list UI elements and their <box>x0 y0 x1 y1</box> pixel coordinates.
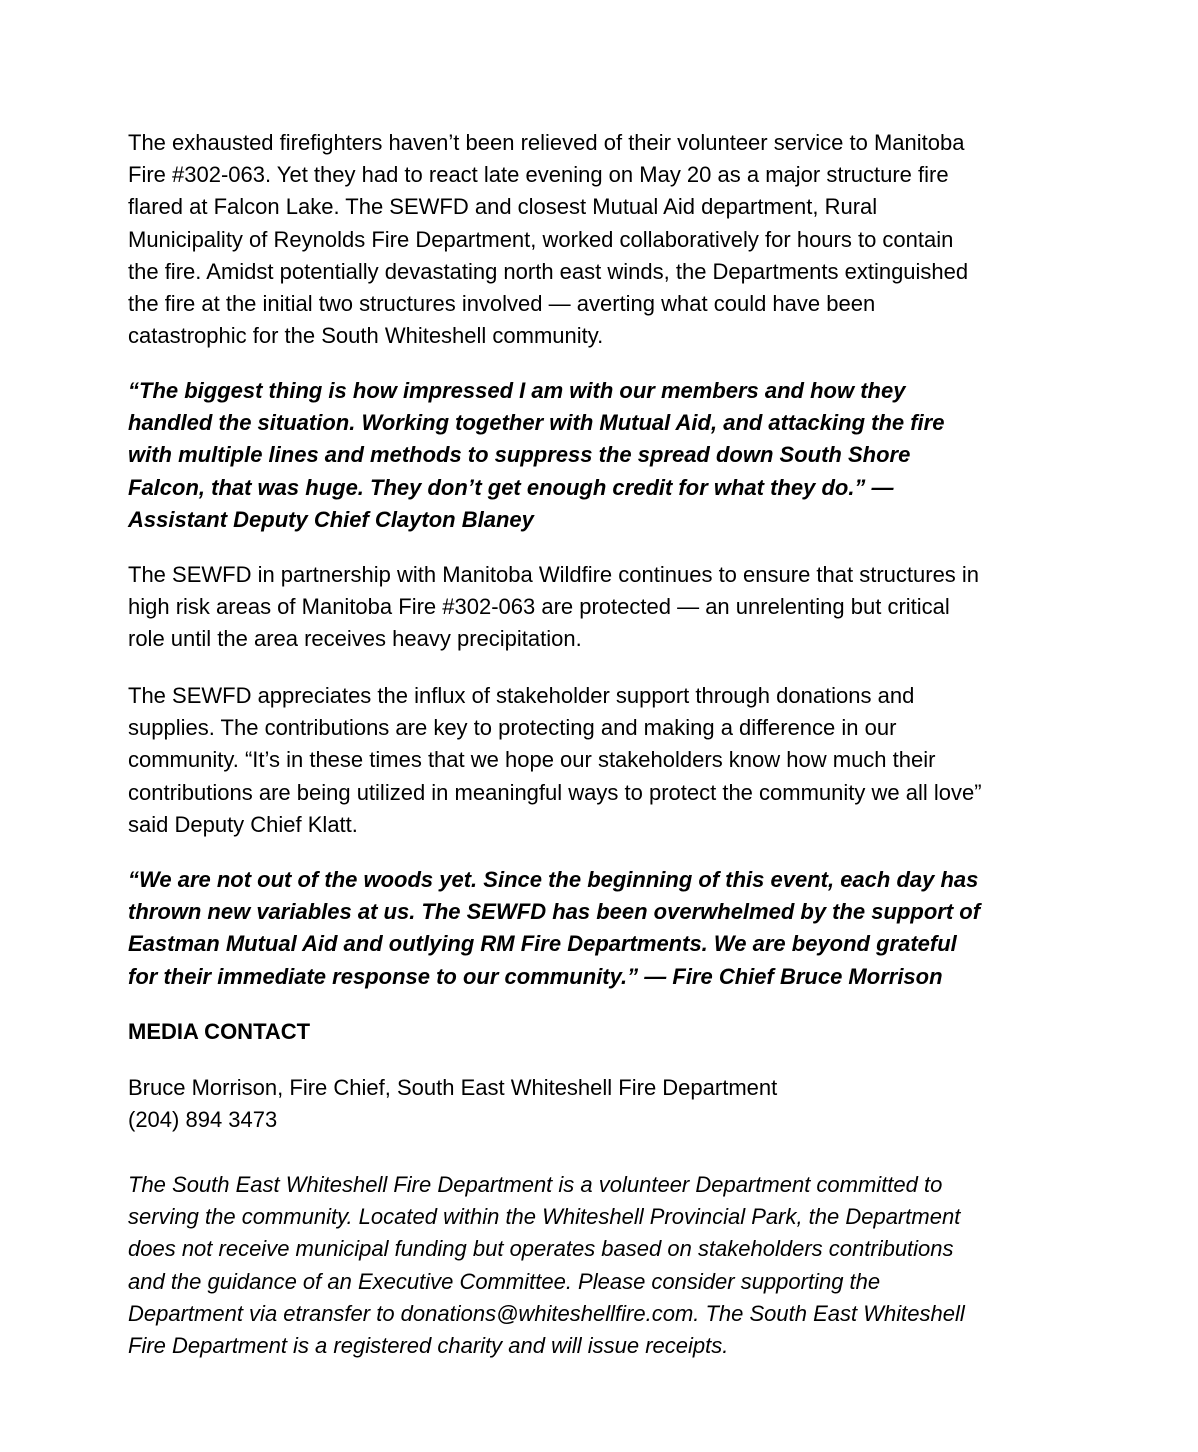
text-line: Municipality of Reynolds Fire Department, worked collaboratively for hours to contain <box>128 226 954 252</box>
text-line: The exhausted firefighters haven’t been relieved of their volunteer service to Manitoba <box>128 130 965 155</box>
text-line: flared at Falcon Lake. The SEWFD and closest Mutual Aid department, Rural <box>128 194 878 220</box>
quote-bruce-morrison <box>128 864 980 993</box>
text-line: thrown new variables at us. The SEWFD has been overwhelmed by the support of <box>128 899 981 925</box>
text-line: “We are not out of the woods yet. Since the beginning of this event, each day has <box>128 867 979 892</box>
text-line: for their immediate response to our community.” — Fire Chief Bruce Morrison <box>128 963 943 989</box>
paragraph-stakeholder-support <box>128 680 982 841</box>
text-line: Falcon, that was huge. They don’t get enough credit for what they do.” — <box>128 474 894 500</box>
text-line: The SEWFD in partnership with Manitoba Wildfire continues to ensure that structures in <box>128 562 980 587</box>
text-line: does not receive municipal funding but operates based on stakeholders contributions <box>128 1236 954 1262</box>
text-line: supplies. The contributions are key to protecting and making a difference in our <box>128 715 897 741</box>
text-line: the fire at the initial two structures involved — averting what could have been <box>128 291 876 317</box>
text-line: with multiple lines and methods to suppress the spread down South Shore <box>128 442 911 468</box>
text-line: The SEWFD appreciates the influx of stakeholder support through donations and <box>128 683 915 708</box>
contact-phone: (204) 894 3473 <box>128 1107 278 1133</box>
text-line: community. “It’s in these times that we hope our stakeholders know how much their <box>128 747 936 773</box>
contact-name: Bruce Morrison, Fire Chief, South East Whiteshell Fire Department <box>128 1075 778 1100</box>
text-line: contributions are being utilized in meaningful ways to protect the community we all love” <box>128 779 982 805</box>
text-line: high risk areas of Manitoba Fire #302-063 are protected — an unrelenting but critical <box>128 594 950 620</box>
about-department-boilerplate <box>128 1169 965 1362</box>
paragraph-wildfire-partnership <box>128 559 979 656</box>
text-line: Fire Department is a registered charity and will issue receipts. <box>128 1333 729 1359</box>
text-line: “The biggest thing is how impressed I am with our members and how they <box>128 378 906 403</box>
text-line: and the guidance of an Executive Committee. Please consider supporting the <box>128 1268 881 1294</box>
text-line: the fire. Amidst potentially devastating north east winds, the Departments extinguished <box>128 258 969 284</box>
heading-text: MEDIA CONTACT <box>128 1019 311 1044</box>
text-line: role until the area receives heavy precipitation. <box>128 626 582 652</box>
text-line: said Deputy Chief Klatt. <box>128 811 358 837</box>
media-contact-heading <box>128 1016 310 1048</box>
text-line: The South East Whiteshell Fire Department is a volunteer Department committed to <box>128 1172 943 1197</box>
media-contact-details <box>128 1072 777 1136</box>
quote-clayton-blaney <box>128 375 944 536</box>
text-line: Fire #302-063. Yet they had to react late evening on May 20 as a major structure fire <box>128 162 949 188</box>
text-line: Eastman Mutual Aid and outlying RM Fire Departments. We are beyond grateful <box>128 931 957 957</box>
text-line: catastrophic for the South Whiteshell community. <box>128 323 604 349</box>
paragraph-incident-summary <box>128 127 968 352</box>
text-line: handled the situation. Working together with Mutual Aid, and attacking the fire <box>128 410 945 436</box>
text-line: serving the community. Located within the Whiteshell Provincial Park, the Department <box>128 1204 961 1230</box>
text-line: Assistant Deputy Chief Clayton Blaney <box>128 506 534 532</box>
text-line: Department via etransfer to donations@whiteshellfire.com. The South East Whiteshell <box>128 1300 965 1326</box>
